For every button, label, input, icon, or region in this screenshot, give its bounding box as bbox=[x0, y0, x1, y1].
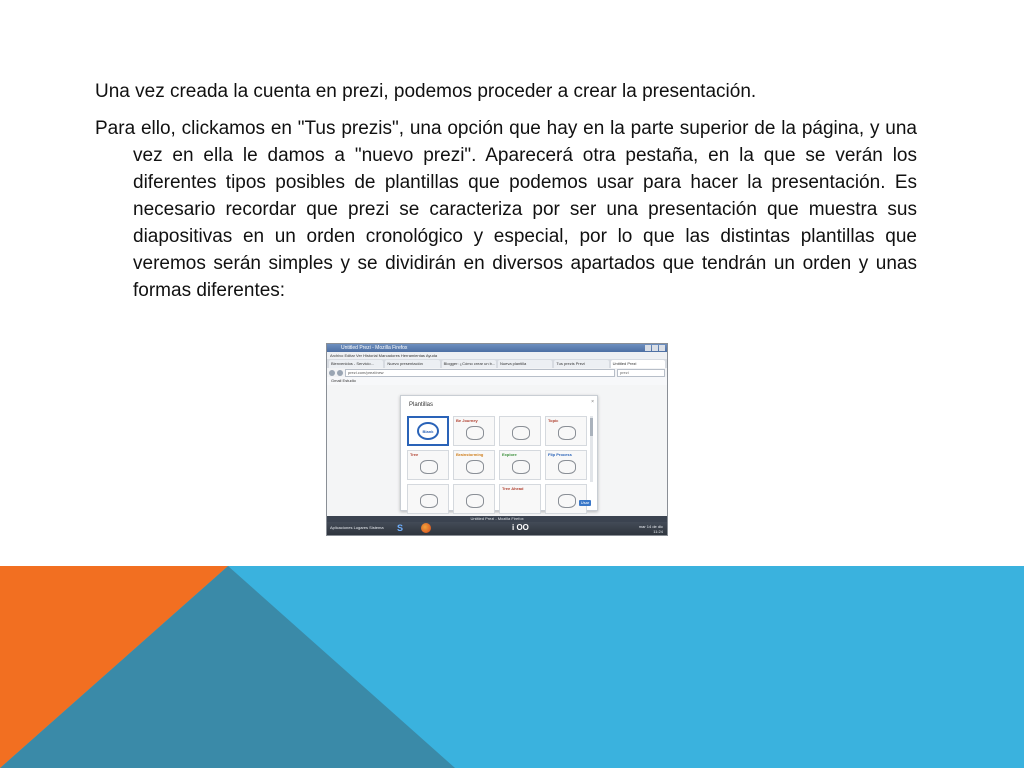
taskbar-clock: mar 14 de dic 11:24 bbox=[638, 524, 663, 534]
os-taskbar bbox=[327, 516, 667, 535]
template-label: Topic bbox=[548, 418, 559, 423]
template-label: Flip Process bbox=[548, 452, 572, 457]
template-art bbox=[512, 460, 530, 474]
template-label: Be Journey bbox=[456, 418, 478, 423]
template-thumb bbox=[545, 450, 587, 480]
template-thumb bbox=[453, 450, 495, 480]
back-icon bbox=[329, 370, 335, 376]
bookmarks-bar: Gmail Estudio bbox=[327, 377, 667, 386]
template-thumb bbox=[453, 416, 495, 446]
template-art bbox=[420, 460, 438, 474]
template-art bbox=[420, 494, 438, 508]
navigation-bar bbox=[327, 368, 667, 377]
template-art bbox=[558, 460, 576, 474]
browser-tab: Tus prezis Prezi bbox=[554, 360, 608, 368]
template-art bbox=[558, 426, 576, 440]
browser-tab: Blogger: ¿Cómo crear un b... bbox=[443, 361, 496, 366]
template-thumb bbox=[499, 416, 541, 446]
slide-body bbox=[95, 78, 917, 304]
template-thumb bbox=[545, 484, 587, 514]
paragraph-intro: Una vez creada la cuenta en prezi, podemos proceder a crear la presentación. bbox=[95, 81, 757, 102]
template-art bbox=[466, 426, 484, 440]
menubar: Archivo Editar Ver Historial Marcadores Herramientas Ayuda bbox=[327, 352, 667, 359]
close-icon: × bbox=[591, 399, 594, 405]
template-thumb bbox=[407, 484, 449, 514]
dock-icons: i OO bbox=[512, 523, 529, 532]
minimize-icon bbox=[645, 345, 651, 351]
template-thumb bbox=[453, 484, 495, 514]
browser-tabs bbox=[327, 359, 667, 368]
decorative-footer-band bbox=[0, 566, 1024, 768]
template-art bbox=[512, 426, 530, 440]
taskbar-menu: Aplicaciones Lugares Sistema bbox=[330, 525, 384, 530]
dialog-scrollbar bbox=[590, 416, 593, 482]
page-content bbox=[327, 385, 667, 517]
firefox-icon bbox=[421, 523, 431, 533]
template-thumb bbox=[499, 484, 541, 514]
dialog-title: Plantillas bbox=[409, 402, 434, 408]
browser-tab: Nueva plantilla bbox=[498, 360, 552, 368]
browser-tab: Nuevo presentación bbox=[385, 360, 439, 368]
forward-icon bbox=[337, 370, 343, 376]
template-thumb bbox=[407, 450, 449, 480]
search-box: prezi bbox=[617, 369, 665, 377]
maximize-icon bbox=[652, 345, 658, 351]
template-label: Tree bbox=[410, 452, 419, 457]
use-template-button: Usar bbox=[580, 500, 590, 505]
templates-dialog bbox=[400, 395, 598, 511]
template-thumb bbox=[407, 416, 449, 446]
embedded-screenshot bbox=[326, 343, 668, 536]
template-grid bbox=[407, 416, 587, 514]
taskbar-window-label: Untitled Prezi - Mozilla Firefox bbox=[327, 516, 667, 522]
tools-icon: S bbox=[397, 523, 404, 533]
template-label: Brainstorming bbox=[456, 452, 484, 457]
template-label: Blank bbox=[417, 422, 439, 440]
template-label: Explore bbox=[502, 452, 517, 457]
window-controls bbox=[645, 345, 665, 351]
browser-tab-active: Untitled Prezi bbox=[611, 360, 665, 368]
template-art bbox=[466, 460, 484, 474]
template-art bbox=[558, 494, 576, 508]
paragraph-instructions: Para ello, clickamos en "Tus prezis", una opción que hay en la parte superior de la página, y una vez en ella le damos a "nuevo prezi". Aparecerá otra pestaña, en la que se verán los diferentes tipos posibles de plantillas que podemos usar para hacer la presentación. Es necesario recordar que prezi se caracteriza por ser una presentación que muestra sus diapositivas en un orden cronológico y especial, por lo que las distintas plantillas que veremos serán simples y se dividirán en diversos apartados que tendrán un orden y unas formas diferentes: bbox=[95, 118, 917, 301]
template-thumb bbox=[545, 416, 587, 446]
template-thumb bbox=[499, 450, 541, 480]
template-art bbox=[466, 494, 484, 508]
url-bar: prezi.com/prezi/new bbox=[345, 369, 615, 377]
browser-tab: Bienvenidos - Servicio... bbox=[329, 360, 383, 368]
close-icon bbox=[659, 345, 665, 351]
window-titlebar bbox=[327, 344, 667, 352]
window-title: Untitled Prezi - Mozilla Firefox bbox=[341, 345, 408, 351]
template-label: Tree Ahead bbox=[502, 486, 524, 491]
